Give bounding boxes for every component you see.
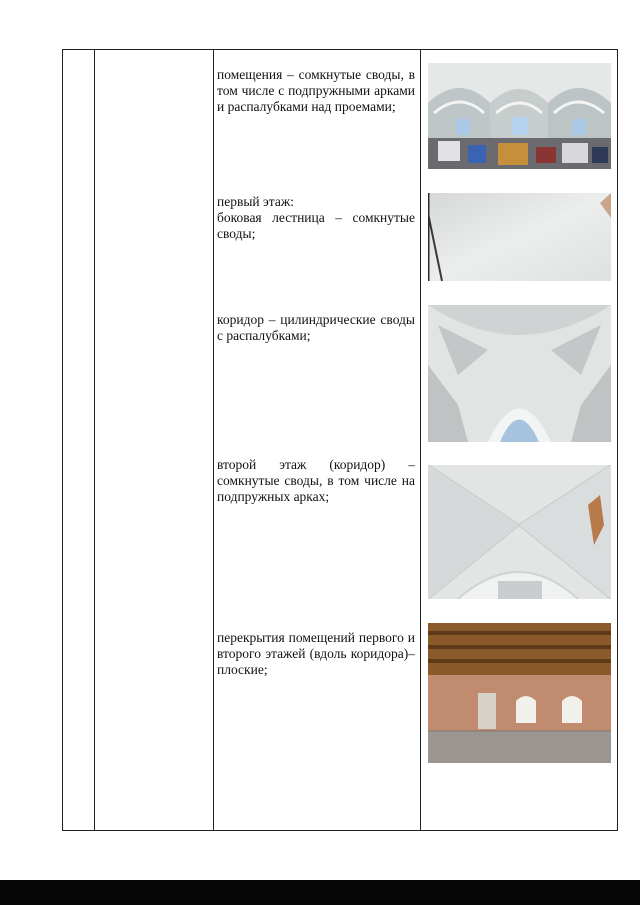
row-4-text [217,457,415,505]
photo-flat-ceiling-room [428,623,611,763]
row-3-text [217,312,415,344]
row-1-text [217,67,415,115]
row-5-text [217,630,415,678]
photo-second-floor-vault [428,465,611,599]
column-rule-1 [94,50,95,830]
row-2-line-1: первый этаж: [217,194,294,209]
row-3-line-1: коридор – цилиндрические своды с распалубками; [217,312,415,343]
row-2-line-2: боковая лестница – сомкнутые своды; [217,210,415,241]
photo-vaulted-room [428,63,611,169]
photo-staircase-vault [428,193,611,281]
row-2-text [217,194,415,242]
row-4-line-1: второй этаж (коридор) – сомкнутые своды, в том числе на подпружных арках; [217,457,415,504]
scan-bottom-edge [0,880,640,905]
row-1-line-1: помещения – сомкнутые своды, в том числе с подпружными арками и распалубками над проемами; [217,67,415,114]
column-rule-2 [213,50,214,830]
photo-corridor-vault [428,305,611,442]
row-5-line-1: перекрытия помещений первого и второго этажей (вдоль коридора)– плоские; [217,630,415,677]
column-rule-3 [420,50,421,830]
